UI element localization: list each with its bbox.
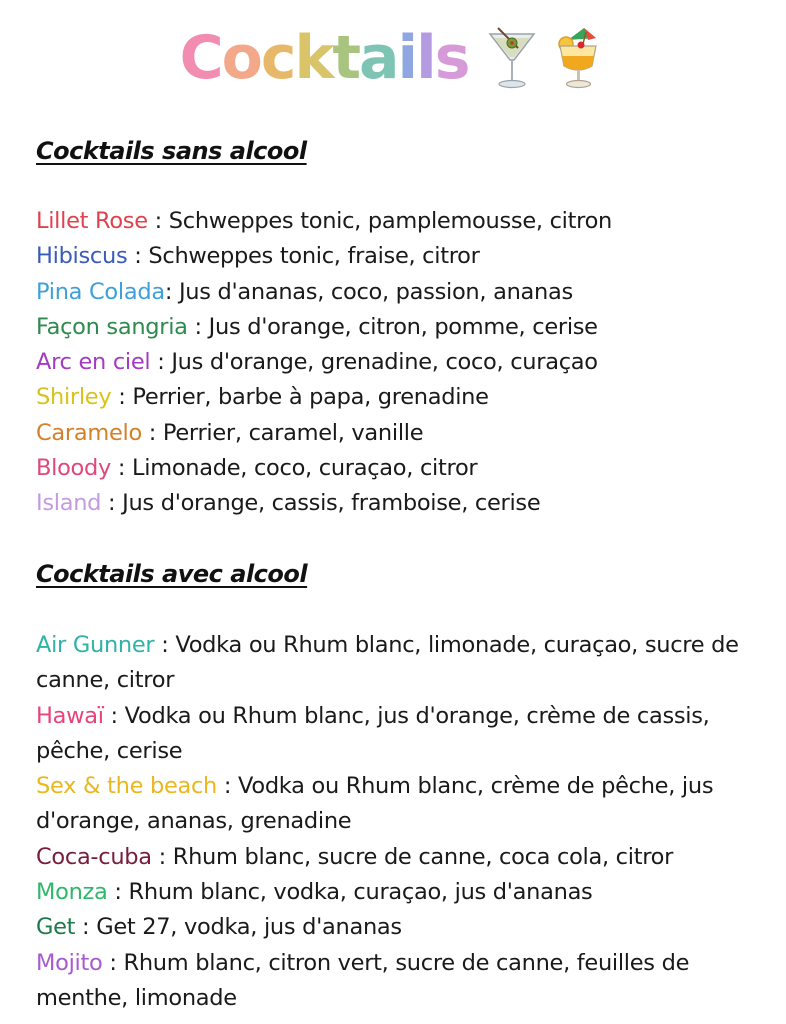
cocktail-separator: : <box>147 208 169 234</box>
cocktail-name: Sex & the beach <box>36 773 218 800</box>
cocktail-ingredients: Rhum blanc, citron vert, sucre de canne, feuilles de menthe, limonade <box>36 949 690 1011</box>
cocktail-item <box>36 486 756 521</box>
cocktail-list-avec-alcool <box>36 628 756 1016</box>
cocktail-item <box>36 840 756 875</box>
cocktail-separator: : <box>102 949 124 976</box>
cocktail-ingredients: Schweppes tonic, fraise, citror <box>148 243 480 270</box>
cocktail-item <box>36 345 756 380</box>
cocktail-ingredients: Get 27, vodka, jus d'ananas <box>96 914 402 941</box>
cocktail-name: Lillet Rose <box>36 208 148 234</box>
title-letter: i <box>397 23 417 93</box>
cocktail-separator: : <box>154 632 176 658</box>
cocktail-name: Island <box>36 490 102 517</box>
cocktail-item <box>36 380 756 415</box>
cocktail-separator: : <box>107 879 129 906</box>
cocktail-item <box>36 875 756 910</box>
cocktail-ingredients: Limonade, coco, curaçao, citror <box>132 455 478 482</box>
cocktail-item <box>36 910 756 945</box>
cocktail-item <box>36 699 756 770</box>
cocktail-ingredients: Perrier, barbe à papa, grenadine <box>132 384 489 411</box>
cocktail-name: Hibiscus <box>36 243 128 270</box>
cocktail-separator: : <box>111 384 133 411</box>
cocktail-ingredients: Perrier, caramel, vanille <box>162 419 424 446</box>
cocktail-item <box>36 204 756 239</box>
cocktail-name: Monza <box>36 879 108 906</box>
cocktail-ingredients: Jus d'orange, cassis, framboise, cerise <box>122 490 541 517</box>
title-letter: o <box>221 23 261 93</box>
title-letter: c <box>260 23 295 93</box>
cocktail-item <box>36 416 756 451</box>
cocktail-ingredients: Jus d'orange, citron, pomme, cerise <box>208 313 598 340</box>
cocktail-item <box>36 239 756 274</box>
cocktail-name: Arc en ciel <box>36 349 151 376</box>
cocktail-separator: : <box>151 843 173 870</box>
title-letter: l <box>416 23 435 93</box>
cocktail-ingredients: Rhum blanc, vodka, curaçao, jus d'ananas <box>128 879 593 906</box>
cocktail-name: Caramelo <box>36 419 142 446</box>
section-heading-avec-alcool: Cocktails avec alcool <box>36 560 308 588</box>
cocktail-item <box>36 769 756 840</box>
cocktail-ingredients: Schweppes tonic, pamplemousse, citron <box>168 208 613 234</box>
cocktail-glass-icon <box>484 26 540 90</box>
cocktail-separator: : <box>164 278 179 305</box>
cocktail-ingredients: Vodka ou Rhum blanc, limonade, curaçao, sucre de canne, citror <box>36 632 739 694</box>
title-letter: t <box>332 23 360 93</box>
cocktail-name: Hawaï <box>36 702 104 729</box>
cocktail-item <box>36 946 756 1017</box>
cocktail-name: Shirley <box>36 384 112 411</box>
cocktail-list-sans-alcool <box>36 204 756 522</box>
cocktail-separator: : <box>101 490 123 517</box>
cocktail-name: Façon sangria <box>36 313 188 340</box>
cocktail-separator: : <box>75 914 97 941</box>
title-letter: s <box>434 23 469 93</box>
section-heading-sans-alcool: Cocktails sans alcool <box>36 137 307 165</box>
cocktail-ingredients: Jus d'orange, grenadine, coco, curaçao <box>171 349 598 376</box>
page-title <box>179 23 469 93</box>
title-row <box>0 18 786 98</box>
cocktail-item <box>36 275 756 310</box>
tropical-drink-icon <box>550 26 606 90</box>
cocktail-separator: : <box>217 773 239 800</box>
cocktail-separator: : <box>127 243 149 270</box>
cocktail-name: Coca-cuba <box>36 843 152 870</box>
cocktail-separator: : <box>187 313 209 340</box>
cocktail-separator: : <box>141 419 163 446</box>
cocktail-ingredients: Jus d'ananas, coco, passion, ananas <box>178 278 573 305</box>
cocktail-separator: : <box>150 349 172 376</box>
cocktail-name: Get <box>36 914 76 941</box>
title-letter: C <box>179 23 222 93</box>
cocktail-ingredients: Vodka ou Rhum blanc, crème de pêche, jus d'orange, ananas, grenadine <box>36 773 714 835</box>
cocktail-separator: : <box>103 702 125 729</box>
cocktail-ingredients: Vodka ou Rhum blanc, jus d'orange, crème de cassis, pêche, cerise <box>36 702 710 764</box>
cocktail-item <box>36 451 756 486</box>
cocktail-name: Bloody <box>36 455 112 482</box>
title-letter: k <box>294 23 333 93</box>
cocktail-item <box>36 628 756 699</box>
cocktail-name: Air Gunner <box>36 632 155 658</box>
cocktail-name: Mojito <box>36 949 103 976</box>
cocktail-item <box>36 310 756 345</box>
cocktail-name: Pina Colada <box>36 278 165 305</box>
cocktail-separator: : <box>111 455 133 482</box>
cocktail-ingredients: Rhum blanc, sucre de canne, coca cola, citror <box>172 843 674 870</box>
title-letter: a <box>359 23 398 93</box>
